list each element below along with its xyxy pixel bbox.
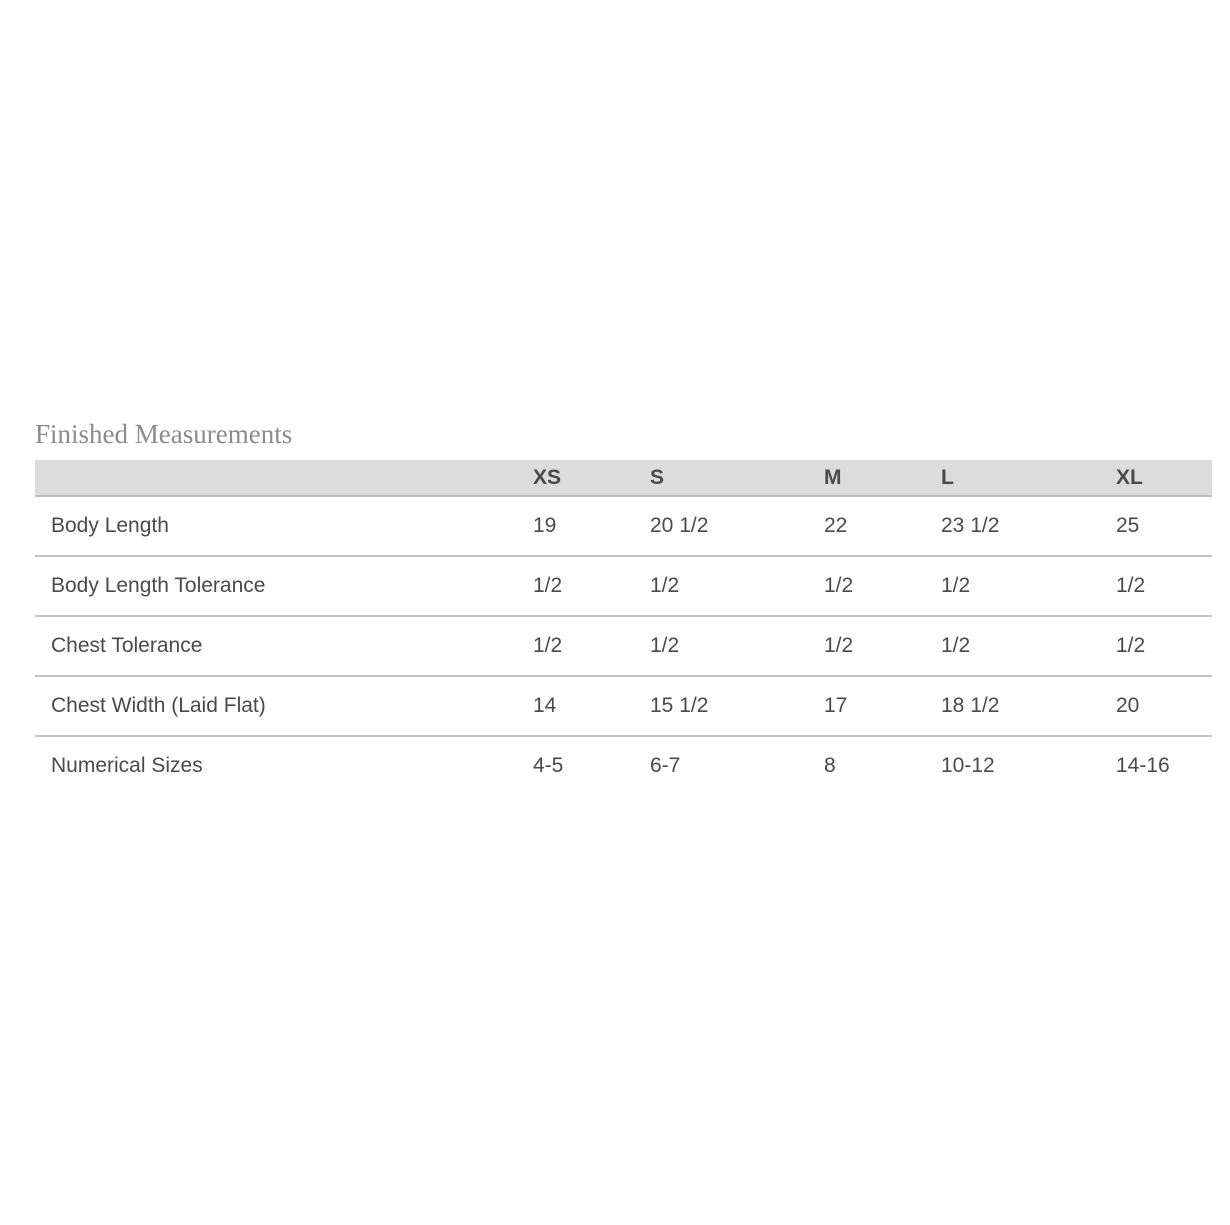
size-chart-table [35, 460, 1212, 795]
table-header-row [35, 460, 1212, 496]
table-row [35, 556, 1212, 616]
cell-xs: 1/2 [517, 556, 634, 616]
section-title: Finished Measurements [35, 419, 293, 449]
cell-xs: 1/2 [517, 616, 634, 676]
header-size-s: S [634, 460, 808, 496]
cell-s: 20 1/2 [634, 496, 808, 556]
cell-xs: 14 [517, 676, 634, 736]
header-size-m: M [808, 460, 925, 496]
header-size-xs: XS [517, 460, 634, 496]
cell-s: 1/2 [634, 616, 808, 676]
header-label-cell [35, 460, 517, 496]
cell-xl: 20 [1100, 676, 1212, 736]
cell-s: 6-7 [650, 754, 681, 777]
table-row [35, 736, 1212, 795]
measurements-section [35, 414, 1212, 795]
cell-xl: 25 [1100, 496, 1212, 556]
cell-xs: 4-5 [533, 754, 564, 777]
table-row [35, 616, 1212, 676]
row-label: Body Length [35, 496, 517, 556]
table-row [35, 676, 1212, 736]
cell-xl: 1/2 [1100, 556, 1212, 616]
row-label: Body Length Tolerance [35, 556, 517, 616]
cell-l: 18 1/2 [925, 676, 1100, 736]
cell-xl: 1/2 [1100, 616, 1212, 676]
cell-l: 1/2 [925, 616, 1100, 676]
table-row [35, 496, 1212, 556]
cell-s: 15 1/2 [634, 676, 808, 736]
row-label: Numerical Sizes [51, 754, 203, 777]
cell-m: 1/2 [808, 616, 925, 676]
header-size-xl: XL [1100, 460, 1212, 496]
cell-l: 10-12 [941, 754, 995, 777]
cell-m: 1/2 [808, 556, 925, 616]
cell-m: 8 [824, 754, 836, 777]
cell-m: 17 [808, 676, 925, 736]
cell-xl: 14-16 [1116, 754, 1170, 777]
header-size-l: L [925, 460, 1100, 496]
cell-l: 1/2 [925, 556, 1100, 616]
cell-s: 1/2 [634, 556, 808, 616]
row-label: Chest Width (Laid Flat) [35, 676, 517, 736]
row-label: Chest Tolerance [35, 616, 517, 676]
cell-xs: 19 [517, 496, 634, 556]
cell-m: 22 [808, 496, 925, 556]
cell-l: 23 1/2 [925, 496, 1100, 556]
